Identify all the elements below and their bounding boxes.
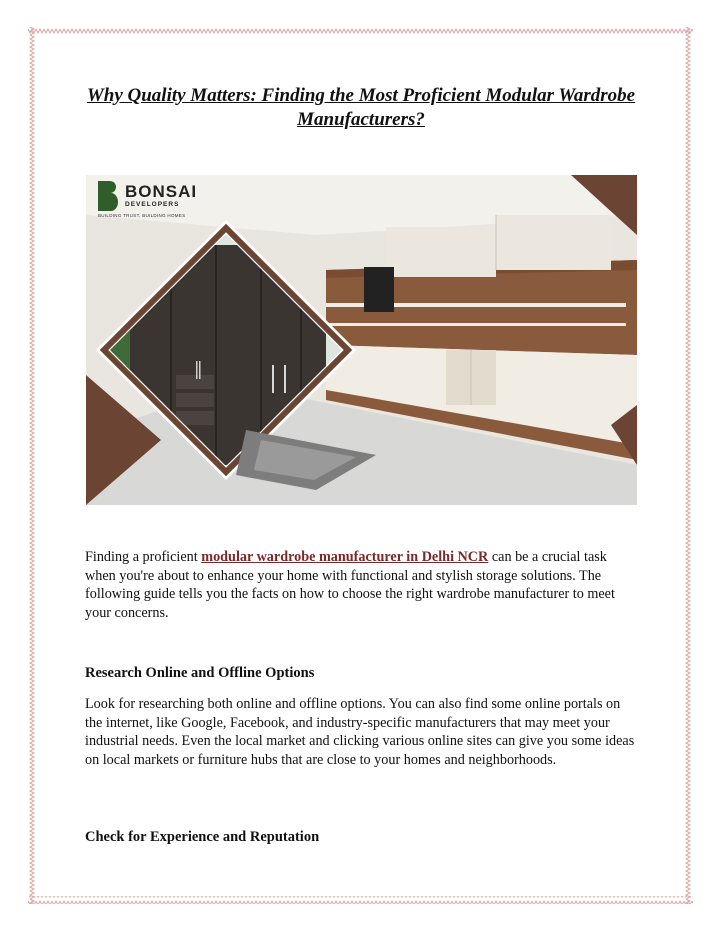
hero-image — [86, 175, 637, 505]
section-heading-research: Research Online and Offline Options — [85, 665, 315, 681]
manufacturer-link[interactable]: modular wardrobe manufacturer in Delhi NCR — [201, 549, 489, 565]
article-title: Why Quality Matters: Finding the Most Proficient Modular Wardrobe Manufacturers? — [86, 85, 636, 130]
intro-before-link: Finding a proficient — [85, 549, 202, 565]
section-heading-experience: Check for Experience and Reputation — [85, 829, 320, 845]
logo-tagline: BUILDING TRUST, BUILDING HOMES — [98, 213, 186, 218]
logo-brand-bottom: DEVELOPERS — [125, 201, 180, 208]
intro-after-link: can be a crucial task when you're about to enhance your home with functional and stylish storage solutions. The following guide tells you the facts on how to choose the right wardrobe manufacturer to meet your concerns. — [85, 549, 615, 621]
intro-paragraph — [85, 548, 641, 622]
section-body-research: Look for researching both online and offline options. You can also find some online portals on the internet, like Google, Facebook, and industry-specific manufacturers that may meet your industrial needs. Even the local market and clicking various online sites can give you some ideas on local markets or furniture hubs that are close to your homes and neighborhoods. — [85, 696, 635, 768]
brand-logo — [98, 181, 118, 211]
logo-brand-top: BONSAI — [125, 182, 198, 201]
